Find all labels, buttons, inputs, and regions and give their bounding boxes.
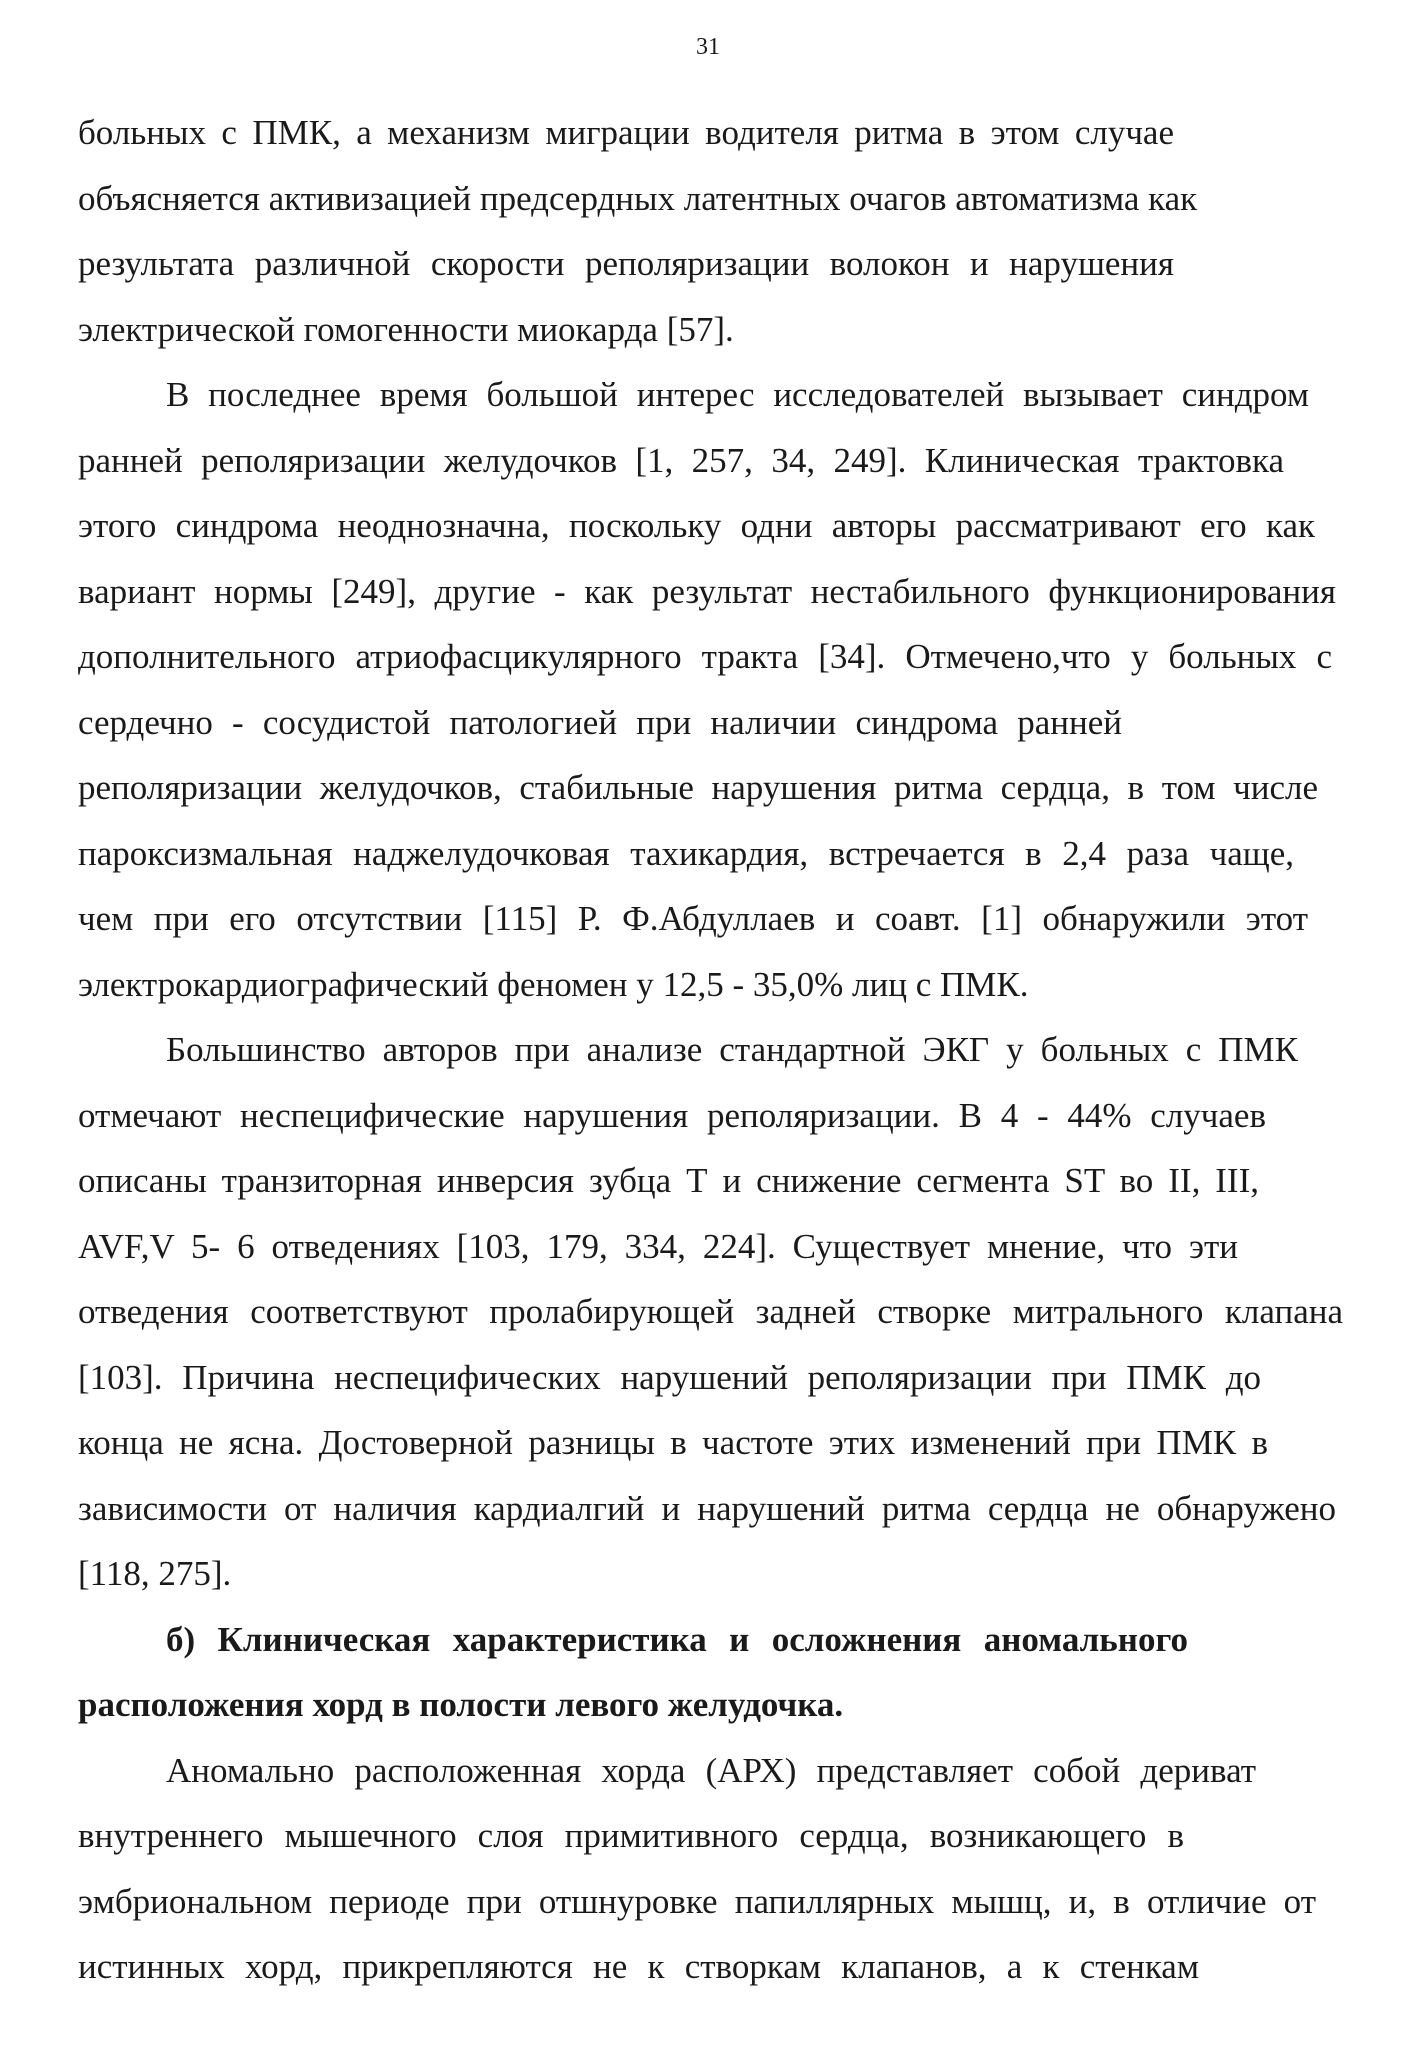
text-line: дополнительного атриофасцикулярного тракта [34]. Отмечено,что у больных с bbox=[78, 637, 1332, 676]
text-line: чем при его отсутствии [115] Р. Ф.Абдуллаев и соавт. [1] обнаружили этот bbox=[78, 899, 1308, 938]
text-line: сердечно - сосудистой патологией при наличии синдрома ранней bbox=[78, 703, 1122, 742]
paragraph-first-line: Большинство авторов при анализе стандартной ЭКГ у больных с ПМК bbox=[166, 1030, 1298, 1069]
text-line: реполяризации желудочков, стабильные нарушения ритма сердца, в том числе bbox=[78, 768, 1318, 807]
text-line: объясняется активизацией предсердных латентных очагов автоматизма как bbox=[78, 179, 1198, 218]
page-number: 31 bbox=[696, 34, 720, 60]
text-line: конца не ясна. Достоверной разницы в частоте этих изменений при ПМК в bbox=[78, 1423, 1268, 1462]
section-heading: б) Клиническая характеристика и осложнения аномального bbox=[166, 1620, 1188, 1659]
text-line: отведения соответствуют пролабирующей задней створке митрального клапана bbox=[78, 1292, 1343, 1331]
text-line: отмечают неспецифические нарушения реполяризации. В 4 - 44% случаев bbox=[78, 1096, 1266, 1135]
text-line: зависимости от наличия кардиалгий и нарушений ритма сердца не обнаружено bbox=[78, 1489, 1336, 1528]
text-line: вариант нормы [249], другие - как результат нестабильного функционирования bbox=[78, 572, 1336, 611]
text-line: AVF,V 5- 6 отведениях [103, 179, 334, 224]. Существует мнение, что эти bbox=[78, 1227, 1238, 1266]
text-line: внутреннего мышечного слоя примитивного сердца, возникающего в bbox=[78, 1816, 1184, 1855]
text-line: электрической гомогенности миокарда [57]. bbox=[78, 310, 734, 349]
text-line: ранней реполяризации желудочков [1, 257, 34, 249]. Клиническая трактовка bbox=[78, 441, 1284, 480]
text-line: электрокардиографический феномен у 12,5 - 35,0% лиц с ПМК. bbox=[78, 965, 1029, 1004]
section-heading: расположения хорд в полости левого желудочка. bbox=[78, 1685, 844, 1724]
text-line: [118, 275]. bbox=[78, 1554, 232, 1593]
text-line: [103]. Причина неспецифических нарушений реполяризации при ПМК до bbox=[78, 1358, 1261, 1397]
text-line: истинных хорд, прикрепляются не к створкам клапанов, а к стенкам bbox=[78, 1947, 1199, 1986]
paragraph-first-line: Аномально расположенная хорда (АРХ) представляет собой дериват bbox=[166, 1751, 1256, 1790]
text-line: пароксизмальная наджелудочковая тахикардия, встречается в 2,4 раза чаще, bbox=[78, 834, 1294, 873]
paragraph-first-line: В последнее время большой интерес исследователей вызывает синдром bbox=[166, 375, 1309, 414]
text-line: этого синдрома неоднозначна, поскольку одни авторы рассматривают его как bbox=[78, 506, 1315, 545]
text-line: больных с ПМК, а механизм миграции водителя ритма в этом случае bbox=[78, 113, 1174, 152]
text-line: эмбриональном периоде при отшнуровке папиллярных мышц, и, в отличие от bbox=[78, 1882, 1316, 1921]
text-line: результата различной скорости реполяризации волокон и нарушения bbox=[78, 244, 1174, 283]
text-line: описаны транзиторная инверсия зубца Т и снижение сегмента ST во II, III, bbox=[78, 1161, 1259, 1200]
